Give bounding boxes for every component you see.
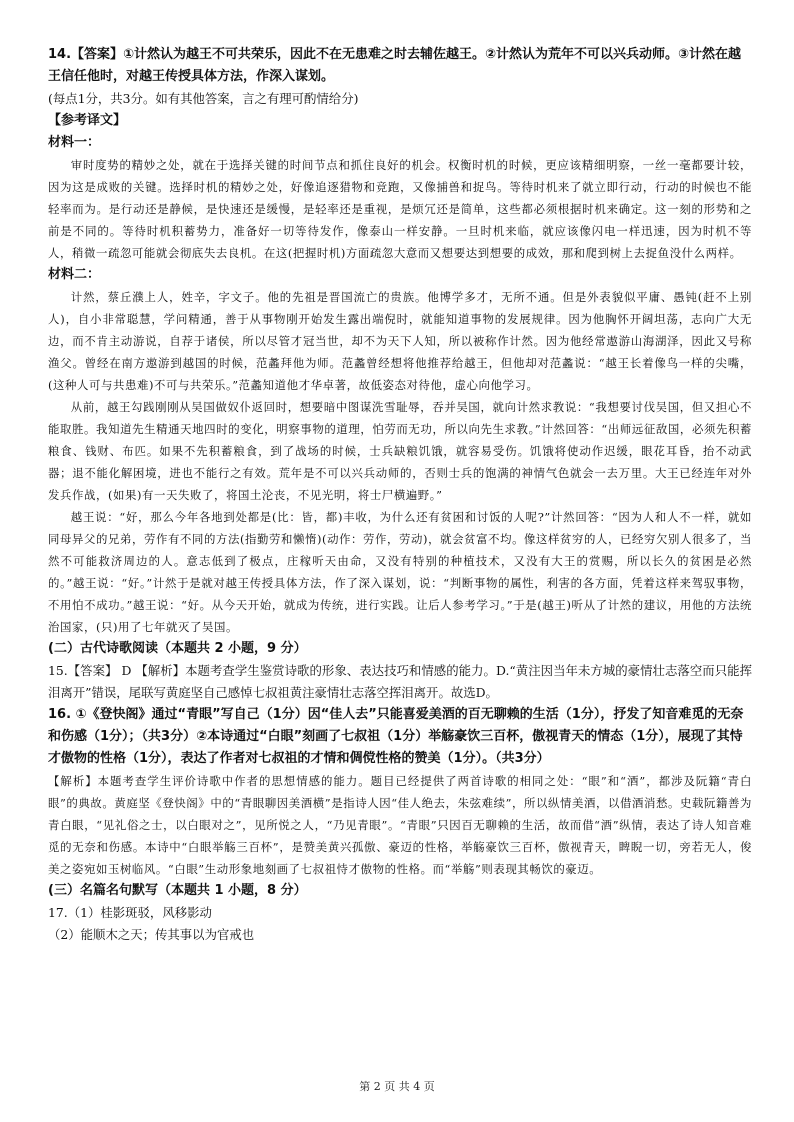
q14-scoring-note: (每点1分，共3分。如有其他答案，言之有理可酌情给分) <box>48 91 359 106</box>
answer-page <box>48 44 752 946</box>
q17-item-2: （2）能顺木之天；传其事以为官戒也 <box>48 927 255 942</box>
q16-answer: 16. ①《登快阁》通过“青眼”写自己（1分）因“佳人去”只能喜爱美酒的百无聊赖的生活（1分），抒发了知音难觅的无奈和伤感（1分）；（共3分）②本诗通过“白眼”刻画了七叔祖（1分）举觞豪饮三百杯，傲视青天的情态（1分），展现了其恃才傲物的性格（1分），表达了作者对七叔祖的才情和倜傥性格的赞美（1分）。（共3分） <box>48 707 744 766</box>
q14-answer: 14.【答案】①计然认为越王不可共荣乐，因此不在无患难之时去辅佐越王。②计然认为荒年不可以兴兵动师。③计然在越王信任他时，对越王传授具体方法，作深入谋划。 <box>48 47 742 84</box>
material-1-label: 材料一： <box>48 135 101 150</box>
translation-heading: 【参考译文】 <box>48 113 127 128</box>
section-2-heading: (二）古代诗歌阅读（本题共 2 小题，9 分） <box>48 641 307 656</box>
material-1-paragraph: 审时度势的精妙之处，就在于选择关键的时间节点和抓住良好的机会。权衡时机的时候，更应该精细明察，一丝一毫都要计较，因为这是成败的关键。选择时机的精妙之处，好像追逐猎物和竞跑，又像捕兽和捉鸟。等待时机来了就立即行动，行动的时候也不能轻率而为。是行动还是静候，是快速还是缓慢，是轻率还是重视，是烦冗还是简单，这些都必须根据时机来确定。这一刻的形势和之前是不同的。等待时机积蓄势力，准备好一切等待发作，像泰山一样安静。一旦时机来临，就应该像闪电一样迅速，因为时机不等人，稍微一疏忽可能就会彻底失去良机。在这(把握时机)方面疏忽大意而又想要达到想要的成效，那和爬到树上去捉鱼没什么两样。 <box>48 158 752 260</box>
page-footer: 第 2 页 共 4 页 <box>359 1080 435 1093</box>
material-2-label: 材料二： <box>48 267 101 282</box>
material-2-paragraph-1: 计然，蔡丘濮上人，姓辛，字文子。他的先祖是晋国流亡的贵族。他博学多才，无所不通。但是外表貌似平庸、愚钝(赶不上别人)，自小非常聪慧，学问精通，善于从事物刚开始发生露出端倪时，就能知道事物的发展规律。因为他胸怀开阔坦荡，志向广大无边，而不肯主动游说，自荐于诸侯，所以尽管才冠当世，却不为天下人知，所以被称作计然。因为他经常遨游山海湖泽，因此又号称渔父。曾经在南方遨游到越国的时候，范蠡拜他为师。范蠡曾经想将他推荐给越王，但他却对范蠡说：“越王长着像鸟一样的尖嘴，(这种人可与共患难)不可与共荣乐。”范蠡知道他才华卓著，故低姿态对待他，虚心向他学习。 <box>48 290 752 392</box>
material-2-paragraph-2: 从前，越王勾践刚刚从吴国做奴仆返回时，想要暗中图谋洗雪耻辱，吞并吴国，就向计然求教说：“我想要讨伐吴国，但又担心不能取胜。我知道先生精通天地四时的变化，明察事物的道理，怕劳而无功，所以向先生求教。”计然回答：“出师远征敌国，必须先积蓄粮食、钱财、布匹。如果不先积蓄粮食，到了战场的时候，士兵缺粮饥饿，就容易受伤。饥饿将使动作迟缓，眼花耳昏，抬不动武器；退不能化解困境，进也不能行之有效。荒年是不可以兴兵动师的，否则士兵的饱满的神情气色就会一去万里。大王已经连年对外发兵作战，(如果)有一天失败了，将国土沦丧，不见光明，将士尸横遍野。” <box>48 400 752 502</box>
q17-item-1: 17.（1）桂影斑驳，风移影动 <box>48 905 212 920</box>
q16-analysis: 【解析】本题考查学生评价诗歌中作者的思想情感的能力。题目已经提供了两首诗歌的相同之处：“眼”和“酒”，都涉及阮籍“青白眼”的典故。黄庭坚《登快阁》中的“青眼聊因美酒横”是指诗人因“佳人绝去，朱弦难续”，所以纵情美酒，以借酒消愁。史载阮籍善为青白眼，“见礼俗之士，以白眼对之”，见所悦之人，“乃见青眼”。“青眼”只因百无聊赖的生活，故而借“酒”纵情，表达了诗人知音难觅的无奈和伤感。本诗中“白眼举觞三百杯”，是赞美黄兴孤傲、豪迈的性格，举觞豪饮三百杯，傲视青天，睥睨一切，旁若无人，俊美之姿宛如玉树临风。“白眼”生动形象地刻画了七叔祖恃才傲物的性格。而“举觞”则表现其畅饮的豪迈。 <box>48 774 752 876</box>
material-2-paragraph-3: 越王说：“好，那么今年各地到处都是(比：皆，都)丰收，为什么还有贫困和讨饭的人呢?”计然回答：“因为人和人不一样，就如同母异父的兄弟，劳作有不同的方法(指勤劳和懒惰)(动作：劳作，劳动)，就会贫富不均。像这样贫穷的人，已经穷欠别人很多了，当然不可能救济周边的人。意志低到了极点，庄稼听天由命，又没有特别的种植技术，又没有大王的赏赐，所以长久的贫困是必然的。”越王说：“好。”计然于是就对越王传授具体方法，作了深入谋划，说：“判断事物的属性，利害的各方面，凭着这样来驾驭事物，不用怕不成功。”越王说：“好。从今天开始，就成为传统，进行实践。让后人参考学习。”于是(越王)听从了计然的建议，用他的方法统治国家，(只)用了七年就灭了吴国。 <box>48 510 752 634</box>
q15-answer: 15.【答案】 D 【解析】本题考查学生鉴赏诗歌的形象、表达技巧和情感的能力。D.“黄注因当年未方城的豪情壮志落空而只能挥泪离开”错误，尾联写黄庭坚自己感悼七叔祖黄注豪情壮志落空挥泪离开。故选D。 <box>48 663 752 700</box>
section-3-heading: (三）名篇名句默写（本题共 1 小题，8 分） <box>48 883 307 898</box>
